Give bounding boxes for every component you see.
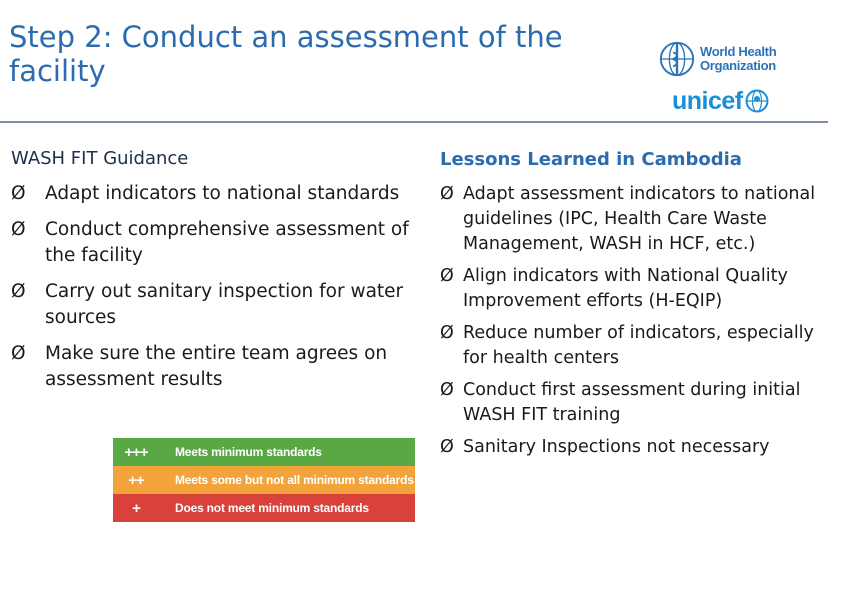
- header-divider: [0, 121, 828, 123]
- who-logo: [658, 40, 776, 78]
- right-heading: Lessons Learned in Cambodia: [440, 149, 742, 170]
- right-bullet-list: [440, 182, 840, 460]
- unicef-globe-icon: [745, 89, 769, 113]
- list-item: [440, 264, 840, 314]
- list-item: [11, 181, 421, 207]
- who-wordmark-line-2: Organization: [700, 58, 776, 73]
- arrow-bullet-icon: Ø: [440, 184, 454, 204]
- left-column: [11, 148, 421, 403]
- arrow-bullet-icon: Ø: [11, 219, 26, 240]
- list-item: [440, 321, 840, 371]
- list-item-text: Adapt assessment indicators to national guidelines (IPC, Health Care Waste Management, WASH in HCF, etc.): [463, 184, 816, 254]
- legend-row-partial: [113, 466, 415, 494]
- list-item-text: Sanitary Inspections not necessary: [463, 437, 770, 457]
- unicef-wordmark: unicef: [672, 87, 743, 115]
- legend-symbol: ++: [128, 471, 144, 489]
- list-item-text: Conduct comprehensive assessment of the facility: [45, 219, 409, 266]
- arrow-bullet-icon: Ø: [440, 266, 454, 286]
- list-item: [440, 182, 840, 257]
- arrow-bullet-icon: Ø: [11, 343, 26, 364]
- who-wordmark-line-1: World Health: [700, 44, 777, 59]
- legend-label: Does not meet minimum standards: [175, 501, 369, 515]
- logo-area: [658, 40, 780, 118]
- legend-symbol: +: [132, 499, 140, 517]
- list-item-text: Carry out sanitary inspection for water sources: [45, 281, 404, 328]
- legend-label: Meets minimum standards: [175, 445, 322, 459]
- list-item-text: Conduct first assessment during initial WASH FIT training: [463, 380, 801, 425]
- left-heading: WASH FIT Guidance: [11, 148, 189, 169]
- list-item: [440, 435, 840, 460]
- legend-row-meets: [113, 438, 415, 466]
- list-item: [11, 341, 421, 393]
- list-item: [440, 378, 840, 428]
- list-item: [11, 279, 421, 331]
- unicef-logo: [672, 88, 769, 114]
- list-item-text: Adapt indicators to national standards: [45, 183, 400, 204]
- list-item-text: Align indicators with National Quality Improvement efforts (H-EQIP): [463, 266, 788, 311]
- list-item-text: Make sure the entire team agrees on assessment results: [45, 343, 388, 390]
- rating-legend: [113, 438, 415, 522]
- page-title-line-1: Step 2: Conduct an assessment of the: [9, 20, 563, 54]
- arrow-bullet-icon: Ø: [11, 281, 26, 302]
- who-wordmark: [700, 45, 776, 73]
- right-column: [440, 149, 840, 467]
- legend-symbol: +++: [124, 443, 148, 461]
- list-item-text: Reduce number of indicators, especially for health centers: [463, 323, 814, 368]
- arrow-bullet-icon: Ø: [11, 183, 26, 204]
- arrow-bullet-icon: Ø: [440, 323, 454, 343]
- left-bullet-list: [11, 181, 421, 393]
- legend-label: Meets some but not all minimum standards: [175, 473, 414, 487]
- page-title-line-2: facility: [9, 54, 106, 88]
- arrow-bullet-icon: Ø: [440, 437, 454, 457]
- list-item: [11, 217, 421, 269]
- page-title: [9, 20, 669, 88]
- arrow-bullet-icon: Ø: [440, 380, 454, 400]
- legend-row-does-not-meet: [113, 494, 415, 522]
- who-emblem-icon: [658, 40, 696, 78]
